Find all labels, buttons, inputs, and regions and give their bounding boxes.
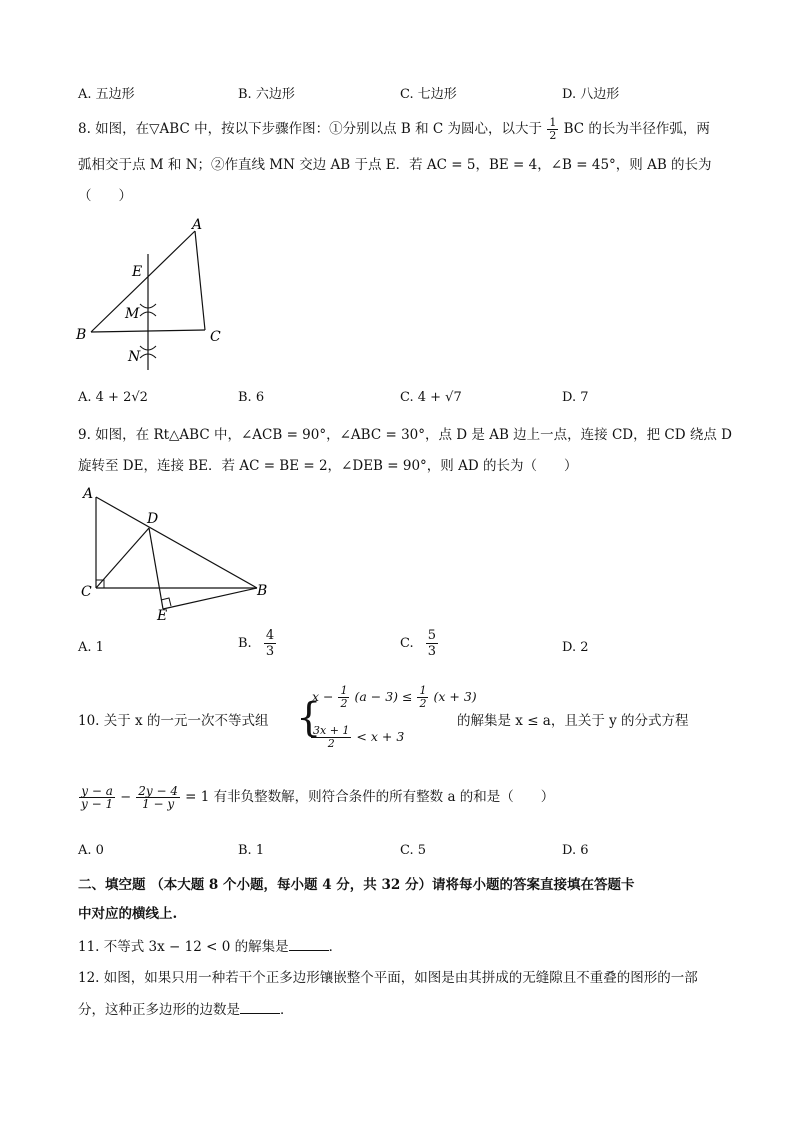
q9-option-c xyxy=(400,628,439,659)
section-2-heading-line-1: 二、填空题 （本大题 8 个小题，每小题 4 分，共 32 分）请将每小题的答案直接填在答题卡 xyxy=(78,877,635,893)
q10-row-1-frac-2 xyxy=(417,685,428,710)
q10-option-d: D. 6 xyxy=(562,843,589,858)
q9-option-c-num: 5 xyxy=(427,628,437,643)
q10-row-1-f2n: 1 xyxy=(419,684,427,697)
q9-label-b: B xyxy=(257,583,268,599)
q10-row-1a: x − xyxy=(312,689,334,704)
q8-label-m: M xyxy=(125,306,140,322)
q10-option-c: C. 5 xyxy=(400,843,427,858)
q10-row-2 xyxy=(310,725,404,750)
q10-eq-f1d: y − 1 xyxy=(81,797,114,811)
q7-option-d: D. 八边形 xyxy=(562,87,620,102)
q7-option-a: A. 五边形 xyxy=(78,87,135,102)
q9-label-d: D xyxy=(147,511,159,527)
q7-option-b: B. 六边形 xyxy=(238,87,295,102)
q8-label-c: C xyxy=(210,329,221,345)
q10-row-1c: (x + 3) xyxy=(433,689,477,704)
q10-equation xyxy=(78,785,554,810)
section-2-heading-line-2: 中对应的横线上. xyxy=(78,906,178,922)
q10-row-1-frac-1 xyxy=(338,685,349,710)
q9-option-d: D. 2 xyxy=(562,640,589,655)
q8-label-a: A xyxy=(192,217,203,233)
q10-eq-f1n: y − a xyxy=(79,785,115,798)
q8-label-b: B xyxy=(76,327,87,343)
q8-option-a: A. 4 + 2√2 xyxy=(78,390,148,405)
q8-option-d: D. 7 xyxy=(562,390,589,405)
q8-line-1 xyxy=(78,117,710,142)
q11-end: ． xyxy=(328,939,343,955)
q10-eq-frac-2 xyxy=(136,785,180,810)
q9-option-c-den: 3 xyxy=(427,644,437,659)
q9-line-1: 9. 如图，在 Rt△ABC 中，∠ACB = 90°，∠ABC = 30°，点 D 是 AB 边上一点，连接 CD，把 CD 绕点 D xyxy=(78,427,732,443)
q9-option-b-den: 3 xyxy=(265,644,275,659)
q8-half-num: 1 xyxy=(549,116,557,129)
q10-eq-rest: = 1 有非负整数解，则符合条件的所有整数 a 的和是（ ） xyxy=(185,789,555,805)
q11-answer-blank xyxy=(289,938,329,951)
q10-row-1 xyxy=(312,685,477,710)
q10-row-1-f2d: 2 xyxy=(419,697,427,710)
q10-eq-frac-1 xyxy=(79,785,115,810)
q8-label-e: E xyxy=(132,264,143,280)
q9-option-c-label: C. xyxy=(400,636,414,651)
q12-line-2-text: 分，这种正多边形的边数是 xyxy=(78,1002,240,1018)
q10-option-b: B. 1 xyxy=(238,843,265,858)
q10-row-1b: (a − 3) ≤ xyxy=(354,689,413,704)
q9-option-c-fraction xyxy=(426,628,438,659)
q12-end: ． xyxy=(280,1002,294,1018)
q9-option-b-label: B. xyxy=(238,636,252,651)
q8-half-den: 2 xyxy=(549,129,557,142)
q10-row-2b: < x + 3 xyxy=(356,729,405,744)
q10-brace: { xyxy=(296,695,322,741)
q8-option-c: C. 4 + √7 xyxy=(400,390,462,405)
q8-label-n: N xyxy=(128,349,141,365)
q10-row-1-f1d: 2 xyxy=(340,697,348,710)
q9-label-a: A xyxy=(83,486,94,502)
q11-line xyxy=(78,937,342,957)
q10-eq-f2d: 1 − y xyxy=(142,797,175,811)
q9-option-a: A. 1 xyxy=(78,640,104,655)
q10-row-2-fn: 3x + 1 xyxy=(313,724,350,737)
q10-prefix: 10. 关于 x 的一元一次不等式组 xyxy=(78,713,269,729)
q8-line-3: （ ） xyxy=(78,188,132,204)
q9-label-e: E xyxy=(157,608,168,623)
q10-eq-f2n: 2y − 4 xyxy=(138,784,179,798)
q7-option-c: C. 七边形 xyxy=(400,87,457,102)
q8-line-2: 弧相交于点 M 和 N；②作直线 MN 交边 AB 于点 E．若 AC = 5，BE = 4，∠B = 45°，则 AB 的长为 xyxy=(78,157,712,173)
q9-line-2: 旋转至 DE，连接 BE．若 AC = BE = 2，∠DEB = 90°，则 AD 的长为（ ） xyxy=(78,458,578,474)
q10-row-2-frac xyxy=(311,725,351,750)
q8-line-1a: 8. 如图，在▽ABC 中，按以下步骤作图：①分别以点 B 和 C 为圆心，以大于 xyxy=(78,121,543,137)
q10-eq-minus: − xyxy=(120,790,132,805)
q10-suffix: 的解集是 x ≤ a，且关于 y 的分式方程 xyxy=(457,713,689,729)
q12-answer-blank xyxy=(240,1001,280,1014)
q8-half-fraction xyxy=(547,117,558,142)
q9-option-b xyxy=(238,628,277,659)
q9-option-b-num: 4 xyxy=(265,628,275,643)
q10-row-1-f1n: 1 xyxy=(340,684,348,697)
q9-option-b-fraction xyxy=(264,628,276,659)
q10-option-a: A. 0 xyxy=(78,843,104,858)
q8-line-1b: BC 的长为半径作弧，两 xyxy=(563,121,710,137)
q8-option-b: B. 6 xyxy=(238,390,265,405)
q9-figure xyxy=(75,483,280,623)
q11-text: 11. 不等式 3x − 12 < 0 的解集是 xyxy=(78,939,289,955)
q9-label-c: C xyxy=(81,584,92,600)
q12-line-1: 12. 如图，如果只用一种若干个正多边形镶嵌整个平面，如图是由其拼成的无缝隙且不重叠的图形的一部 xyxy=(78,970,698,986)
q10-row-2-fd: 2 xyxy=(327,737,335,750)
q12-line-2 xyxy=(78,1000,294,1020)
q8-figure xyxy=(70,210,240,375)
